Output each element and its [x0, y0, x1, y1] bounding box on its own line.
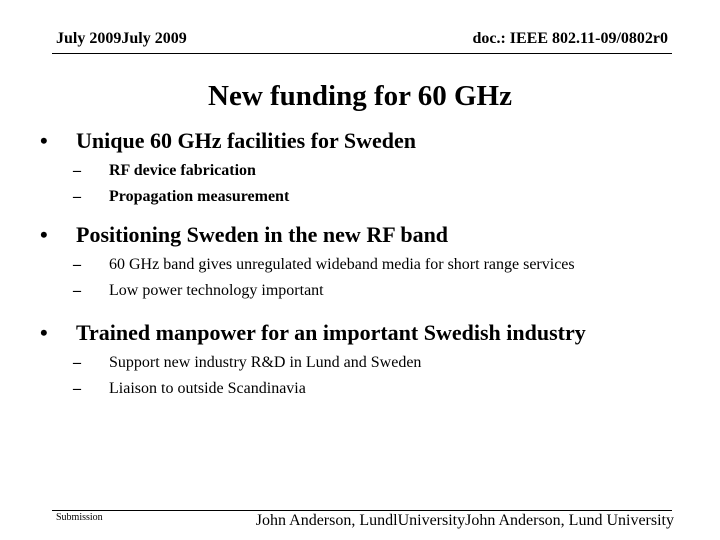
- bullet-group-2: [40, 220, 680, 304]
- bullet-item: [40, 318, 680, 348]
- sub-text: Low power technology important: [109, 282, 324, 299]
- bullet-item: [40, 220, 680, 250]
- dash-marker: –: [73, 282, 81, 299]
- header-divider: [52, 53, 672, 54]
- dash-marker: –: [73, 380, 81, 397]
- sub-item: [73, 252, 680, 278]
- sub-item: [73, 158, 680, 184]
- slide-title: New funding for 60 GHz: [208, 80, 512, 112]
- header-doc-id: doc.: IEEE 802.11-09/0802r0: [472, 30, 668, 47]
- dash-marker: –: [73, 162, 81, 179]
- bullet-text: Unique 60 GHz facilities for Sweden: [76, 128, 416, 153]
- sub-item: [73, 278, 680, 304]
- sub-text: 60 GHz band gives unregulated wideband media for short range services: [109, 256, 575, 273]
- dash-marker: –: [73, 256, 81, 273]
- bullet-item: [40, 126, 680, 156]
- sub-text: RF device fabrication: [109, 162, 256, 179]
- bullet-marker: •: [40, 320, 48, 345]
- sub-text: Propagation measurement: [109, 188, 290, 205]
- bullet-group-3: [40, 318, 680, 402]
- sub-text: Support new industry R&D in Lund and Sweden: [109, 354, 422, 371]
- sub-list: [73, 252, 680, 304]
- bullet-text: Trained manpower for an important Swedish industry: [76, 320, 586, 345]
- footer-divider: [52, 510, 672, 511]
- bullet-group-1: [40, 126, 680, 210]
- footer-submission: Submission: [56, 512, 103, 523]
- slide-content: [40, 126, 680, 410]
- dash-marker: –: [73, 188, 81, 205]
- footer-author: John Anderson, LundlUniversityJohn Anderson, Lund University: [255, 512, 674, 529]
- header-date: July 2009July 2009: [56, 30, 187, 47]
- sub-text: Liaison to outside Scandinavia: [109, 380, 306, 397]
- sub-list: [73, 350, 680, 402]
- dash-marker: –: [73, 354, 81, 371]
- sub-item: [73, 350, 680, 376]
- bullet-text: Positioning Sweden in the new RF band: [76, 222, 449, 247]
- bullet-marker: •: [40, 128, 48, 153]
- sub-list: [73, 158, 680, 210]
- sub-item: [73, 184, 680, 210]
- sub-item: [73, 376, 680, 402]
- bullet-marker: •: [40, 222, 48, 247]
